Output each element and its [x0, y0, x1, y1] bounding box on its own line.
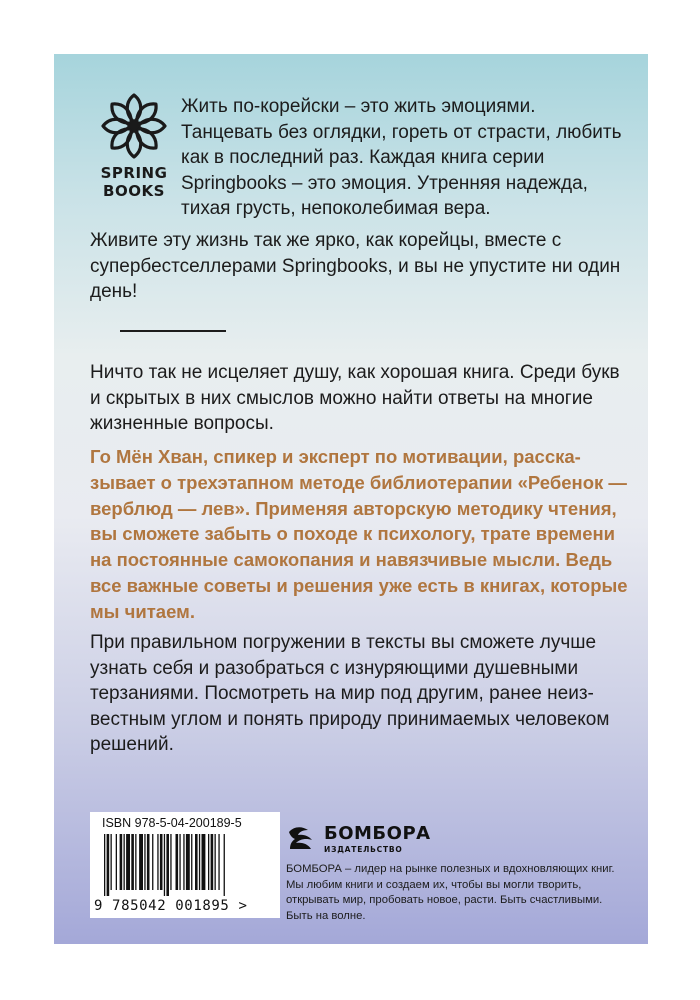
logo-line-2: BOOKS [103, 182, 165, 200]
highlight-paragraph: Го Мён Хван, спикер и эксперт по мотивации, рассказывает о трехэтапном методе библиотерапии «Ребенок — верблюд — лев». Применяя авторскую методику чтения, вы сможете забыть о походе к психологу, трате времени на постоянные самокопания и навязчивые мысли. Ведь все важные советы и решения уже есть в книгах, которые мы читаем. [90, 446, 628, 622]
publisher-name: БОМБОРА [324, 823, 431, 844]
divider [120, 330, 226, 332]
isbn-text: ISBN 978-5-04-200189-5 [102, 816, 242, 830]
publisher-description: БОМБОРА – лидер на рынке полезных и вдохновляющих книг. Мы любим книги и создаем их, чтобы вы могли творить, открывать мир, пробовать новое, расти. Быть счастливыми. Быть на волне. [286, 863, 615, 922]
publisher-subtitle: ИЗДАТЕЛЬСТВО [324, 845, 403, 854]
flower-icon [98, 92, 170, 160]
barcode-digits: 9 785042 001895 > [94, 898, 248, 914]
call-paragraph: Живите эту жизнь так же ярко, как корейцы, вместе с супербестселлерами Springbooks, и вы не упустите ни один день! [90, 230, 621, 302]
logo-text [101, 164, 168, 200]
lead-paragraph: Ничто так не исцеляет душу, как хорошая книга. Среди букв и скрытых в них смыслов можно найти ответы на многие жизненные вопросы. [90, 362, 620, 434]
closing-paragraph: При правильном погружении в тексты вы сможете лучше узнать себя и разобраться с изнуряющими душевными терзаниями. Посмотреть на мир под другим, ранее неизвестным углом и понять природу принимаемых человеком решений. [90, 632, 610, 755]
bombora-logo [286, 824, 431, 854]
barcode-bars [104, 834, 268, 896]
barcode [90, 812, 280, 918]
logo-line-1: SPRING [100, 164, 168, 182]
wave-icon [286, 824, 316, 854]
springbooks-logo [84, 92, 184, 200]
back-cover [54, 54, 648, 944]
intro-paragraph: Жить по-корейски – это жить эмоциями. Танцевать без оглядки, гореть от страсти, любить как в последний раз. Каждая книга серии Springbooks – это эмоция. Утренняя надежда, тихая грусть, непоколебимая вера. [181, 96, 622, 219]
